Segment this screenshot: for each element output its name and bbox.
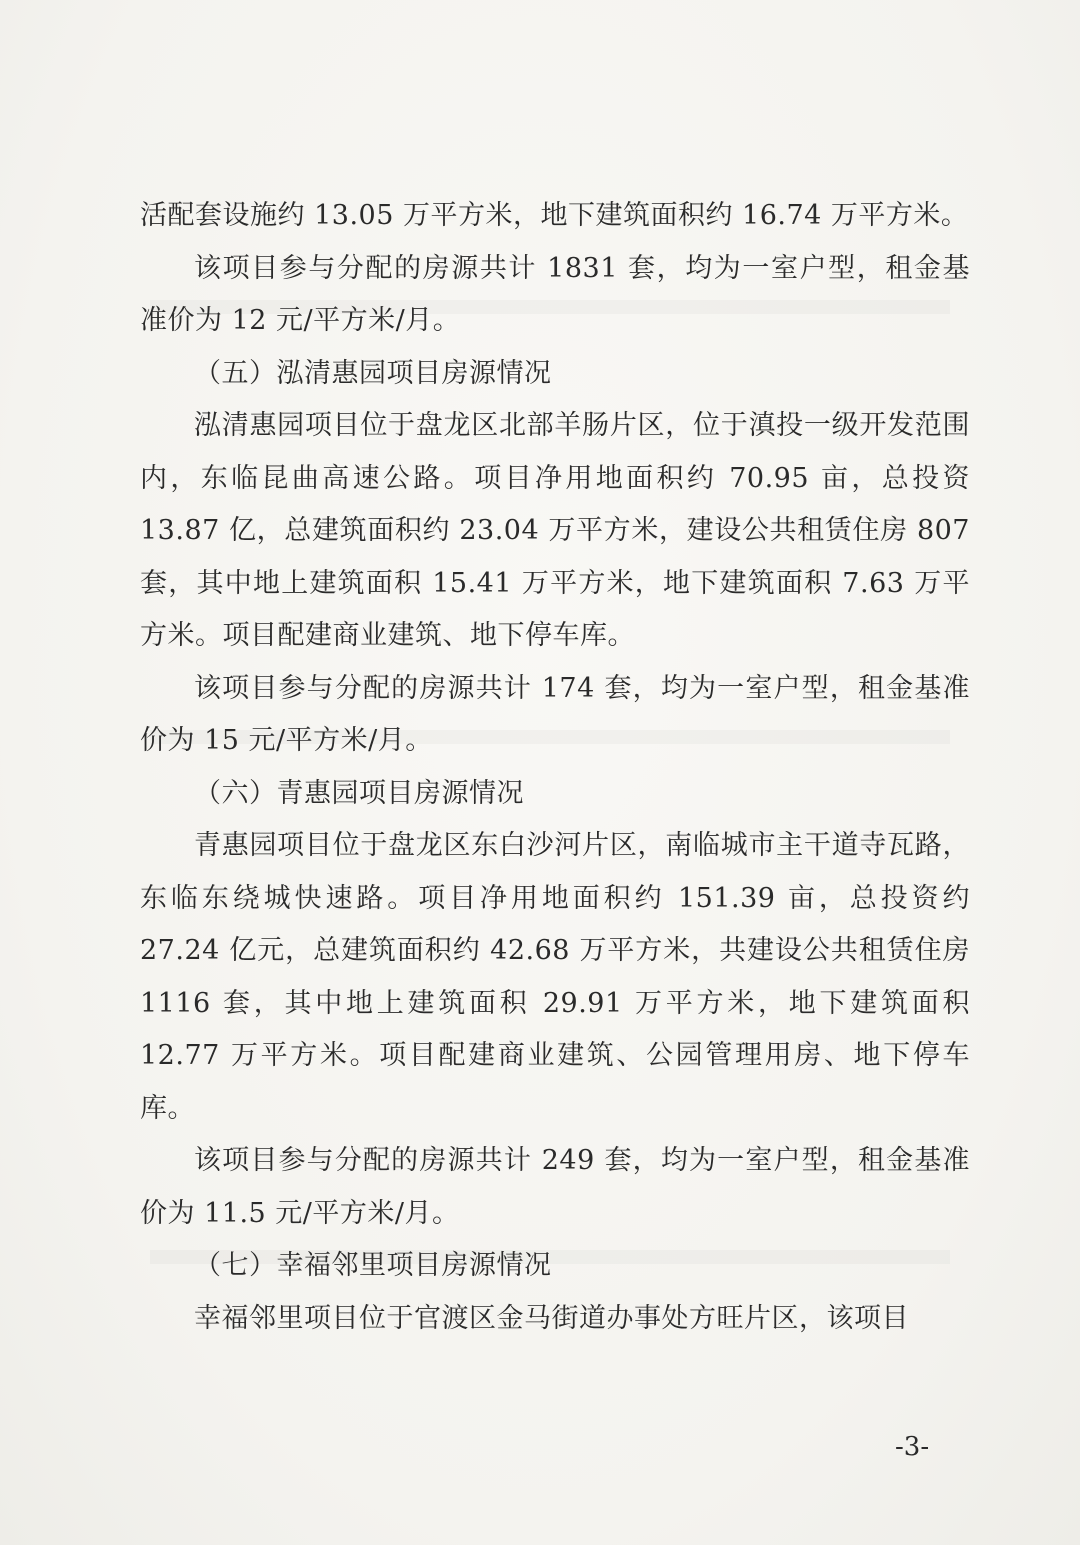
paragraph-rent-249: 该项目参与分配的房源共计 249 套，均为一室户型，租金基准价为 11.5 元/平方米/月。 — [140, 1145, 970, 1229]
document-body — [140, 190, 970, 1345]
paragraph-hongqing-description: 泓清惠园项目位于盘龙区北部羊肠片区，位于滇投一级开发范围内，东临昆曲高速公路。项目净用地面积约 70.95 亩，总投资 13.87 亿，总建筑面积约 23.04 万平方米，建设公共租赁住房 807 套，其中地上建筑面积 15.41 万平方米，地下建筑面积 7.63 万平方米。项目配建商业建筑、地下停车库。 — [140, 410, 970, 651]
paragraph-continuation: 活配套设施约 13.05 万平方米，地下建筑面积约 16.74 万平方米。 — [140, 200, 969, 231]
section-heading-6: （六）青惠园项目房源情况 — [194, 777, 524, 809]
section-heading-5: （五）泓清惠园项目房源情况 — [194, 357, 552, 389]
section-heading-7: （七）幸福邻里项目房源情况 — [194, 1250, 552, 1281]
paragraph-qinghui-description: 青惠园项目位于盘龙区东白沙河片区，南临城市主干道寺瓦路，东临东绕城快速路。项目净用地面积约 151.39 亩，总投资约 27.24 亿元，总建筑面积约 42.68 万平方米，共建设公共租赁住房 1116 套，其中地上建筑面积 29.91 万平方米，地下建筑面积 12.77 万平方米。项目配建商业建筑、公园管理用房、地下停车库。 — [140, 830, 970, 1124]
paragraph-rent-174: 该项目参与分配的房源共计 174 套，均为一室户型，租金基准价为 15 元/平方米/月。 — [140, 672, 970, 756]
paragraph-rent-1831: 该项目参与分配的房源共计 1831 套，均为一室户型，租金基准价为 12 元/平方米/月。 — [140, 252, 970, 336]
page-number: -3- — [895, 1432, 930, 1462]
paragraph-xingfu-description: 幸福邻里项目位于官渡区金马街道办事处方旺片区，该项目 — [194, 1302, 909, 1334]
